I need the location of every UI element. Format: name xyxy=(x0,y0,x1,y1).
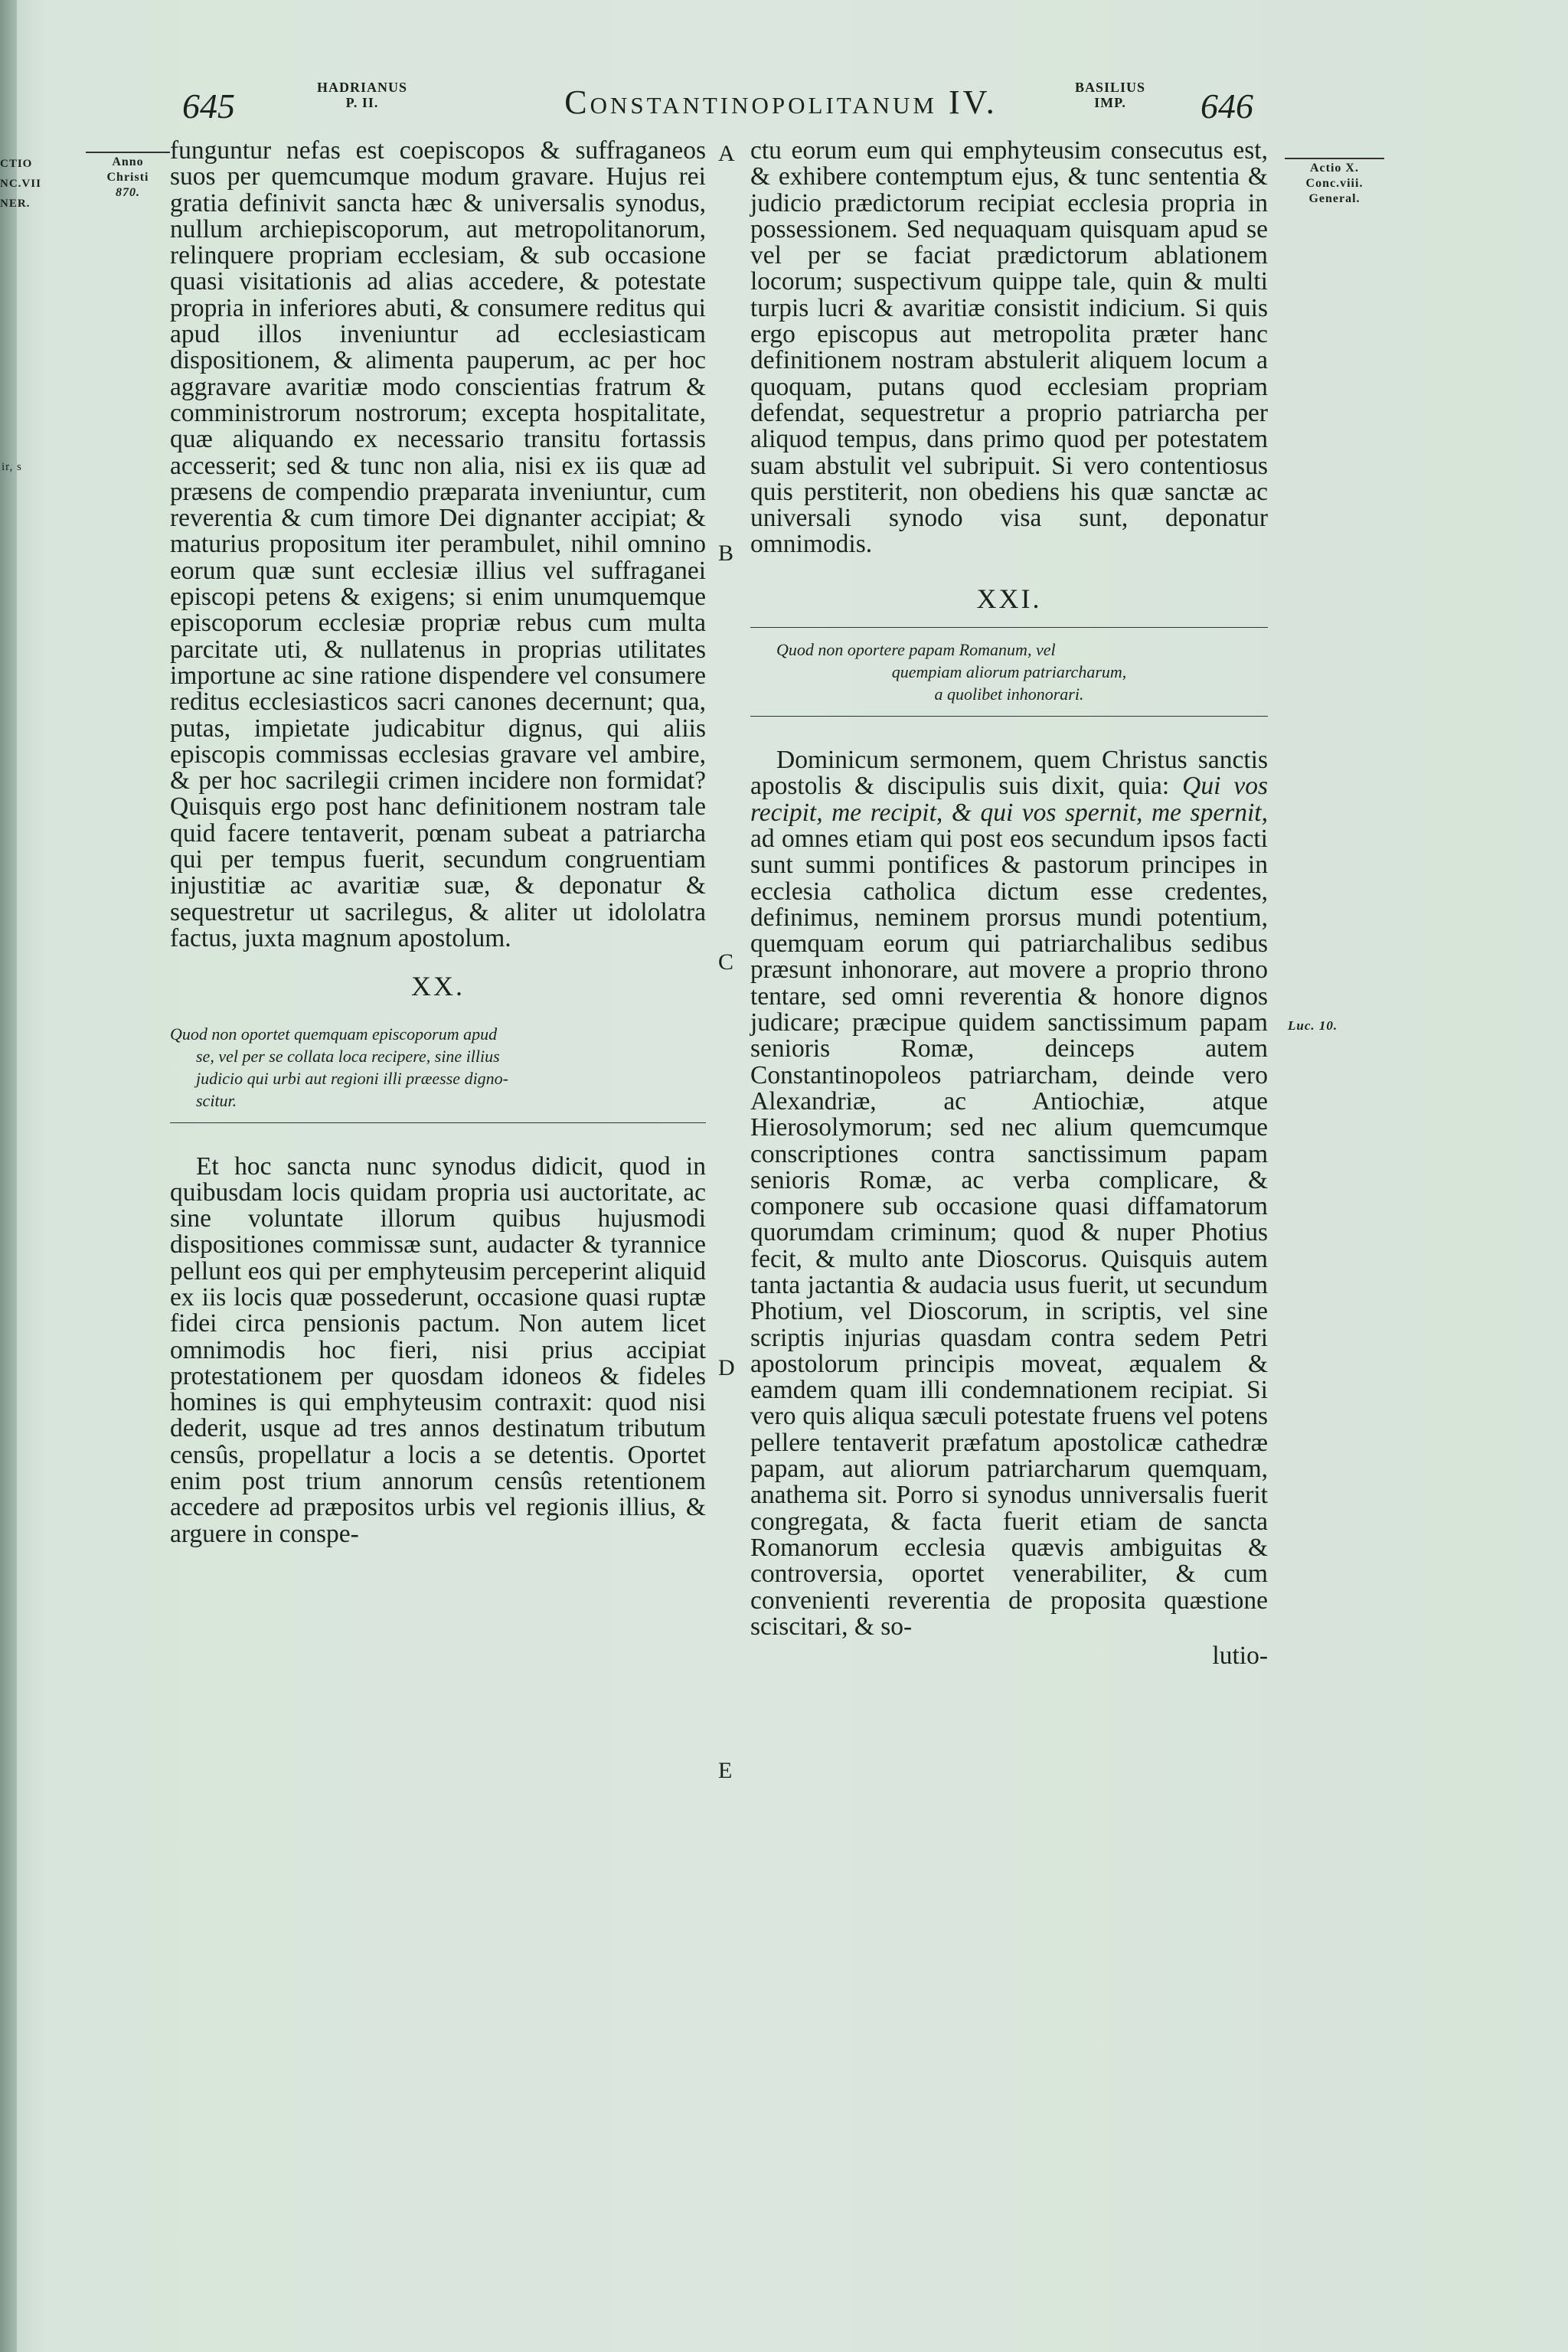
paragraph: funguntur nefas est coepiscopos & suffraganeos suos per quemcumque modum gravare. Hujus rei gratia definivit sancta hæc & universalis synodus, nullum archiepiscoporum, aut metropolitanorum, relinquere propriam ecclesiam, & sub occasione quasi visitationis ad alias accedere, & potestate propria in inferiores abuti, & consumere reditus qui apud illos inveniuntur ad ecclesiasticam dispositionem, & alimenta pauperum, ac per hoc aggravare avaritiæ modo conscientias fratrum & comministrorum nostrorum; excepta hospitalitate, quæ aliquando ex necessario transitu fortassis accesserit; sed & tunc non alia, nisi ex iis quæ ad præsens de compendio præparata inveniuntur, cum reverentia & cum timore Dei dignanter accipiat; & maturius propositum iter perambulet, nihil omnino eorum quæ sunt ecclesiæ illius vel suffraganei episcopi petens & exigens; si enim unumquemque episcoporum ecclesiæ propriæ rebus cum multa parcitate uti, & nullatenus in proprias utilitates importune ac sine ratione dispendere vel consumere reditus ecclesiasticos sacri canones decernunt; qua, putas, impietate judicabitur dignus, qui aliis episcopis commissas ecclesias gravare vel ambire, & per hoc sacrilegii crimen incidere non formidat? Quisquis ergo post hanc definitionem nostram tale quid facere tentaverit, pœnam subeat a patriarcha qui per tempus fuerit, secundum congruentiam injustitiæ ac avaritiæ suæ, & deponatur & sequestretur ut sacrilegus, & aliter ut idololatra factus, juxta magnum apostolum. xyxy=(170,136,706,952)
summary-line: Quod non oportere papam Romanum, vel xyxy=(776,640,1056,660)
summary-line: quempiam aliorum patriarcharum, xyxy=(891,662,1127,682)
left-column xyxy=(170,138,706,1547)
summary-line: Quod non oportet quemquam episcoporum apud xyxy=(170,1024,498,1044)
page-number-left: 645 xyxy=(182,87,235,126)
adjacent-page-edge xyxy=(0,0,17,2352)
running-head-left-line: P. II. xyxy=(345,95,379,110)
edge-fragment: ir, s xyxy=(2,461,22,473)
section-letter: C xyxy=(718,949,734,975)
summary-line: a quolibet inhonorari. xyxy=(934,684,1084,704)
section-number: XXI. xyxy=(976,583,1042,614)
margin-note-actio xyxy=(1285,158,1384,207)
margin-note-line: General. xyxy=(1308,192,1361,205)
margin-note-year xyxy=(86,152,170,201)
margin-note-line: Christi xyxy=(106,171,149,184)
section-letter: A xyxy=(718,141,735,166)
section-summary xyxy=(750,627,1268,717)
running-head-right-line: BASILIUS xyxy=(1074,80,1146,95)
running-head-left xyxy=(305,80,420,110)
paragraph xyxy=(750,747,1268,1640)
section-letter: E xyxy=(718,1758,733,1783)
summary-line: se, vel per se collata loca recipere, sine illius xyxy=(196,1046,500,1066)
running-head-right-line: IMP. xyxy=(1094,95,1126,110)
running-head-right xyxy=(1053,80,1168,110)
paragraph-text: Dominicum sermonem, quem Christus sanctis apostolis & discipulis suis dixit, quia: xyxy=(750,746,1268,801)
margin-note-line: 870. xyxy=(116,186,140,199)
section-letter: D xyxy=(718,1355,735,1380)
paragraph: Et hoc sancta nunc synodus didicit, quod in quibusdam locis quidam propria usi auctoritate, ac sine voluntate illorum quibus hujusmodi dispositiones commissæ sunt, audacter & tyrannice pellunt eos qui per emphyteusim perceperint aliquid ex iis locis quæ possederunt, occasione quasi ruptæ fidei circa pensionis pactum. Non autem licet omnimodis hoc fieri, nisi prius accipiat protestationem per quosdam idoneos & fideles homines is qui emphyteusim contraxit: quod nisi dederit, usque ad tres annos destinatum tributum censûs, propellatur a locis a se detentis. Oportet enim post trium annorum censûs retentionem accedere ad præpositos urbis vel regionis illius, & arguere in conspe- xyxy=(170,1152,706,1548)
paragraph: ctu eorum eum qui emphyteusim consecutus est, & exhibere contemptum ejus, & tunc sententia & judicio prædictorum recipiat ecclesia propria in possessionem. Sed nequaquam quisquam apud se vel per se faciat prædictorum ablationem locorum; suspectivum quippe tale, quin & multi turpis lucri & avaritiæ consistit indicium. Si quis ergo episcopus aut metropolita præter hanc definitionem nostram abstulerit aliquem locum a quoquam, putans quod ecclesiam propriam defendat, sequestretur a proprio patriarcha per aliquod tempus, dans primo quod per potestatem suam abstulit vel subripuit. Si vero contentiosus quis perstiterit, non obediens his quæ sanctæ ac universali synodo visa sunt, deponatur omnimodis. xyxy=(750,136,1268,559)
summary-line: scitur. xyxy=(196,1090,237,1110)
margin-note-line: Conc.viii. xyxy=(1305,177,1364,190)
edge-fragment: CTIO xyxy=(0,158,33,170)
margin-note-scripture: Luc. 10. xyxy=(1288,1018,1338,1033)
catchword: lutio- xyxy=(1212,1642,1268,1671)
running-head-left-line: HADRIANUS xyxy=(316,80,407,95)
section-summary xyxy=(170,1023,706,1123)
scripture-quote: Qui vos recipit, me recipit, & qui vos spernit, me spernit, xyxy=(750,772,1269,827)
paragraph-text: ad omnes etiam qui post eos secundum ipsos facti sunt summi pontifices & pastorum principes in ecclesia catholica dictum esse credentes, definimus, neminem prorsus mundi potentium, quemquam eorum qui patriarchalibus sedibus præsunt inhonorare, aut movere a proprio throno tentare, sed omni reverentia & honore dignos judicare; præcipue quidem sanctissimum papam senioris Romæ, deinceps autem Constantinopoleos patriarcham, deinde vero Alexandriæ, ac Antiochiæ, atque Hierosolymorum; sed nec alium quemcumque conscriptiones contra sanctissimum papam senioris Romæ, ac verba complicare, & componere sub occasione quasi diffamatorum quorumdam criminum; quod & nuper Photius fecit, & multo ante Dioscorus. Quisquis autem tanta jactantia & audacia usus fuerit, ut secundum Photium, vel Dioscorum, in scriptis, vel sine scriptis injurias quasdam contra sedem Petri apostolorum principis moveat, æqualem & eamdem quam illi condemnationem recipiat. Si vero quis aliqua sæculi potestate fruens vel potens pellere tentaverit præfatum apostolicæ cathedræ papam, aut aliorum patriarcharum quemquam, anathema sit. Porro si synodus unniversalis fuerit congregata, & facta fuerit etiam de sancta Romanorum ecclesia quævis ambiguitas & controversia, oportet venerabiliter, & cum convenienti reverentia de proposita quæstione sciscitari, & so- xyxy=(750,824,1268,1641)
margin-note-line: Anno xyxy=(112,155,144,168)
edge-fragment: NC.VII xyxy=(0,178,41,190)
margin-note-line: Actio X. xyxy=(1310,162,1359,175)
right-column xyxy=(750,138,1268,1669)
page-title: Constantinopolitanum IV. xyxy=(564,83,998,121)
page-number-right: 646 xyxy=(1200,87,1253,126)
edge-fragment: NER. xyxy=(0,198,31,210)
section-number: XX. xyxy=(411,971,465,1002)
summary-line: judicio qui urbi aut regioni illi præesse digno- xyxy=(196,1068,509,1088)
section-letter: B xyxy=(718,541,734,566)
